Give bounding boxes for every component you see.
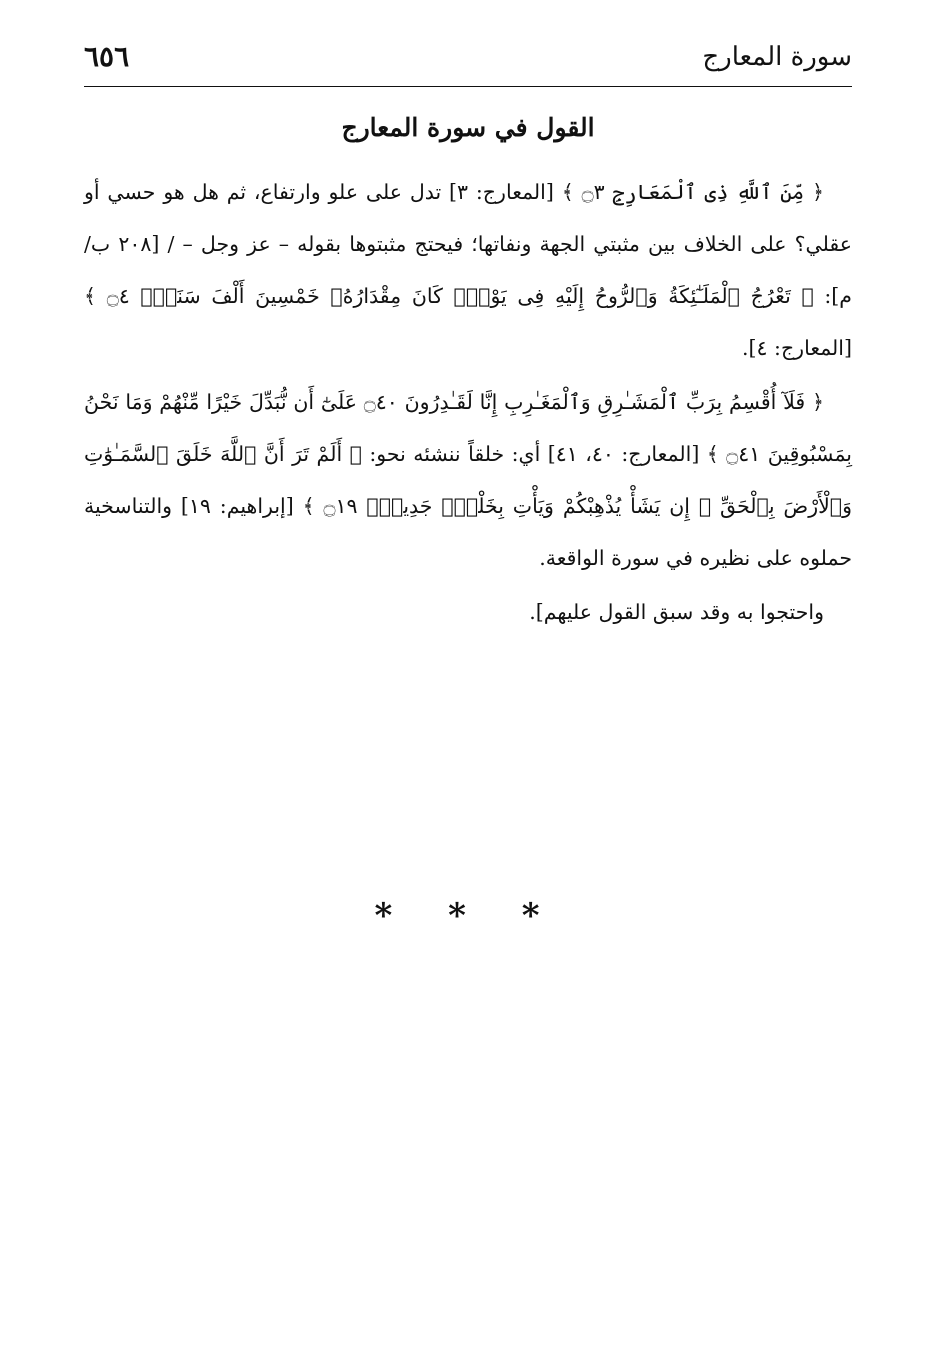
document-page bbox=[84, 38, 853, 936]
running-header-title: سورة المعارج bbox=[702, 42, 852, 72]
section-end-asterisks: * * * bbox=[374, 896, 562, 936]
paragraph-2: ﴿ فَلَآ أُقْسِمُ بِرَبِّ ٱلْمَشَـٰرِقِ وَٱلْمَغَـٰرِبِ إِنَّا لَقَـٰدِرُونَ ۝٤٠ عَلَىٰٓ أَن نُّبَدِّلَ خَيْرًا مِّنْهُمْ وَمَا نَحْنُ بِمَسْبُوقِينَ ۝٤١ ﴾ [المعارج: ٤٠، ٤١] أي: خلقاً ننشئه نحو: ﴿ أَلَمْ تَرَ أَنَّ ٱللَّهَ خَلَقَ ٱلسَّمَـٰوَٰتِ وَٱلْأَرْضَ بِٱلْحَقِّ ۚ إِن يَشَأْ يُذْهِبْكُمْ وَيَأْتِ بِخَلْقٍۢ جَدِيدٍۢ ۝١٩ ﴾ [إبراهيم: ١٩] والتناسخية حملوه على نظيره في سورة الواقعة. bbox=[84, 390, 853, 570]
page-number: ٦٥٦ bbox=[84, 40, 130, 73]
paragraph-1: ﴿ مِّنَ ٱللَّهِ ذِى ٱلْمَعَارِجِ ۝٣ ﴾ [المعارج: ٣] تدل على علو وارتفاع، ثم هل هو حسي أو عقلي؟ على الخلاف بين مثبتي الجهة ونفاتها؛ فيحتج مثبتوها بقوله – عز وجل – / [٢٠٨ ب/م]: ﴿ تَعْرُجُ ٱلْمَلَـٰٓئِكَةُ وَٱلرُّوحُ إِلَيْهِ فِى يَوْمٍۢ كَانَ مِقْدَارُهُۥ خَمْسِينَ أَلْفَ سَنَةٍۢ ۝٤ ﴾ [المعارج: ٤]. bbox=[84, 180, 853, 360]
paragraph-3: واحتجوا به وقد سبق القول عليهم]. bbox=[529, 600, 824, 624]
running-header bbox=[84, 38, 852, 87]
section-title: القول في سورة المعارج bbox=[341, 113, 595, 142]
